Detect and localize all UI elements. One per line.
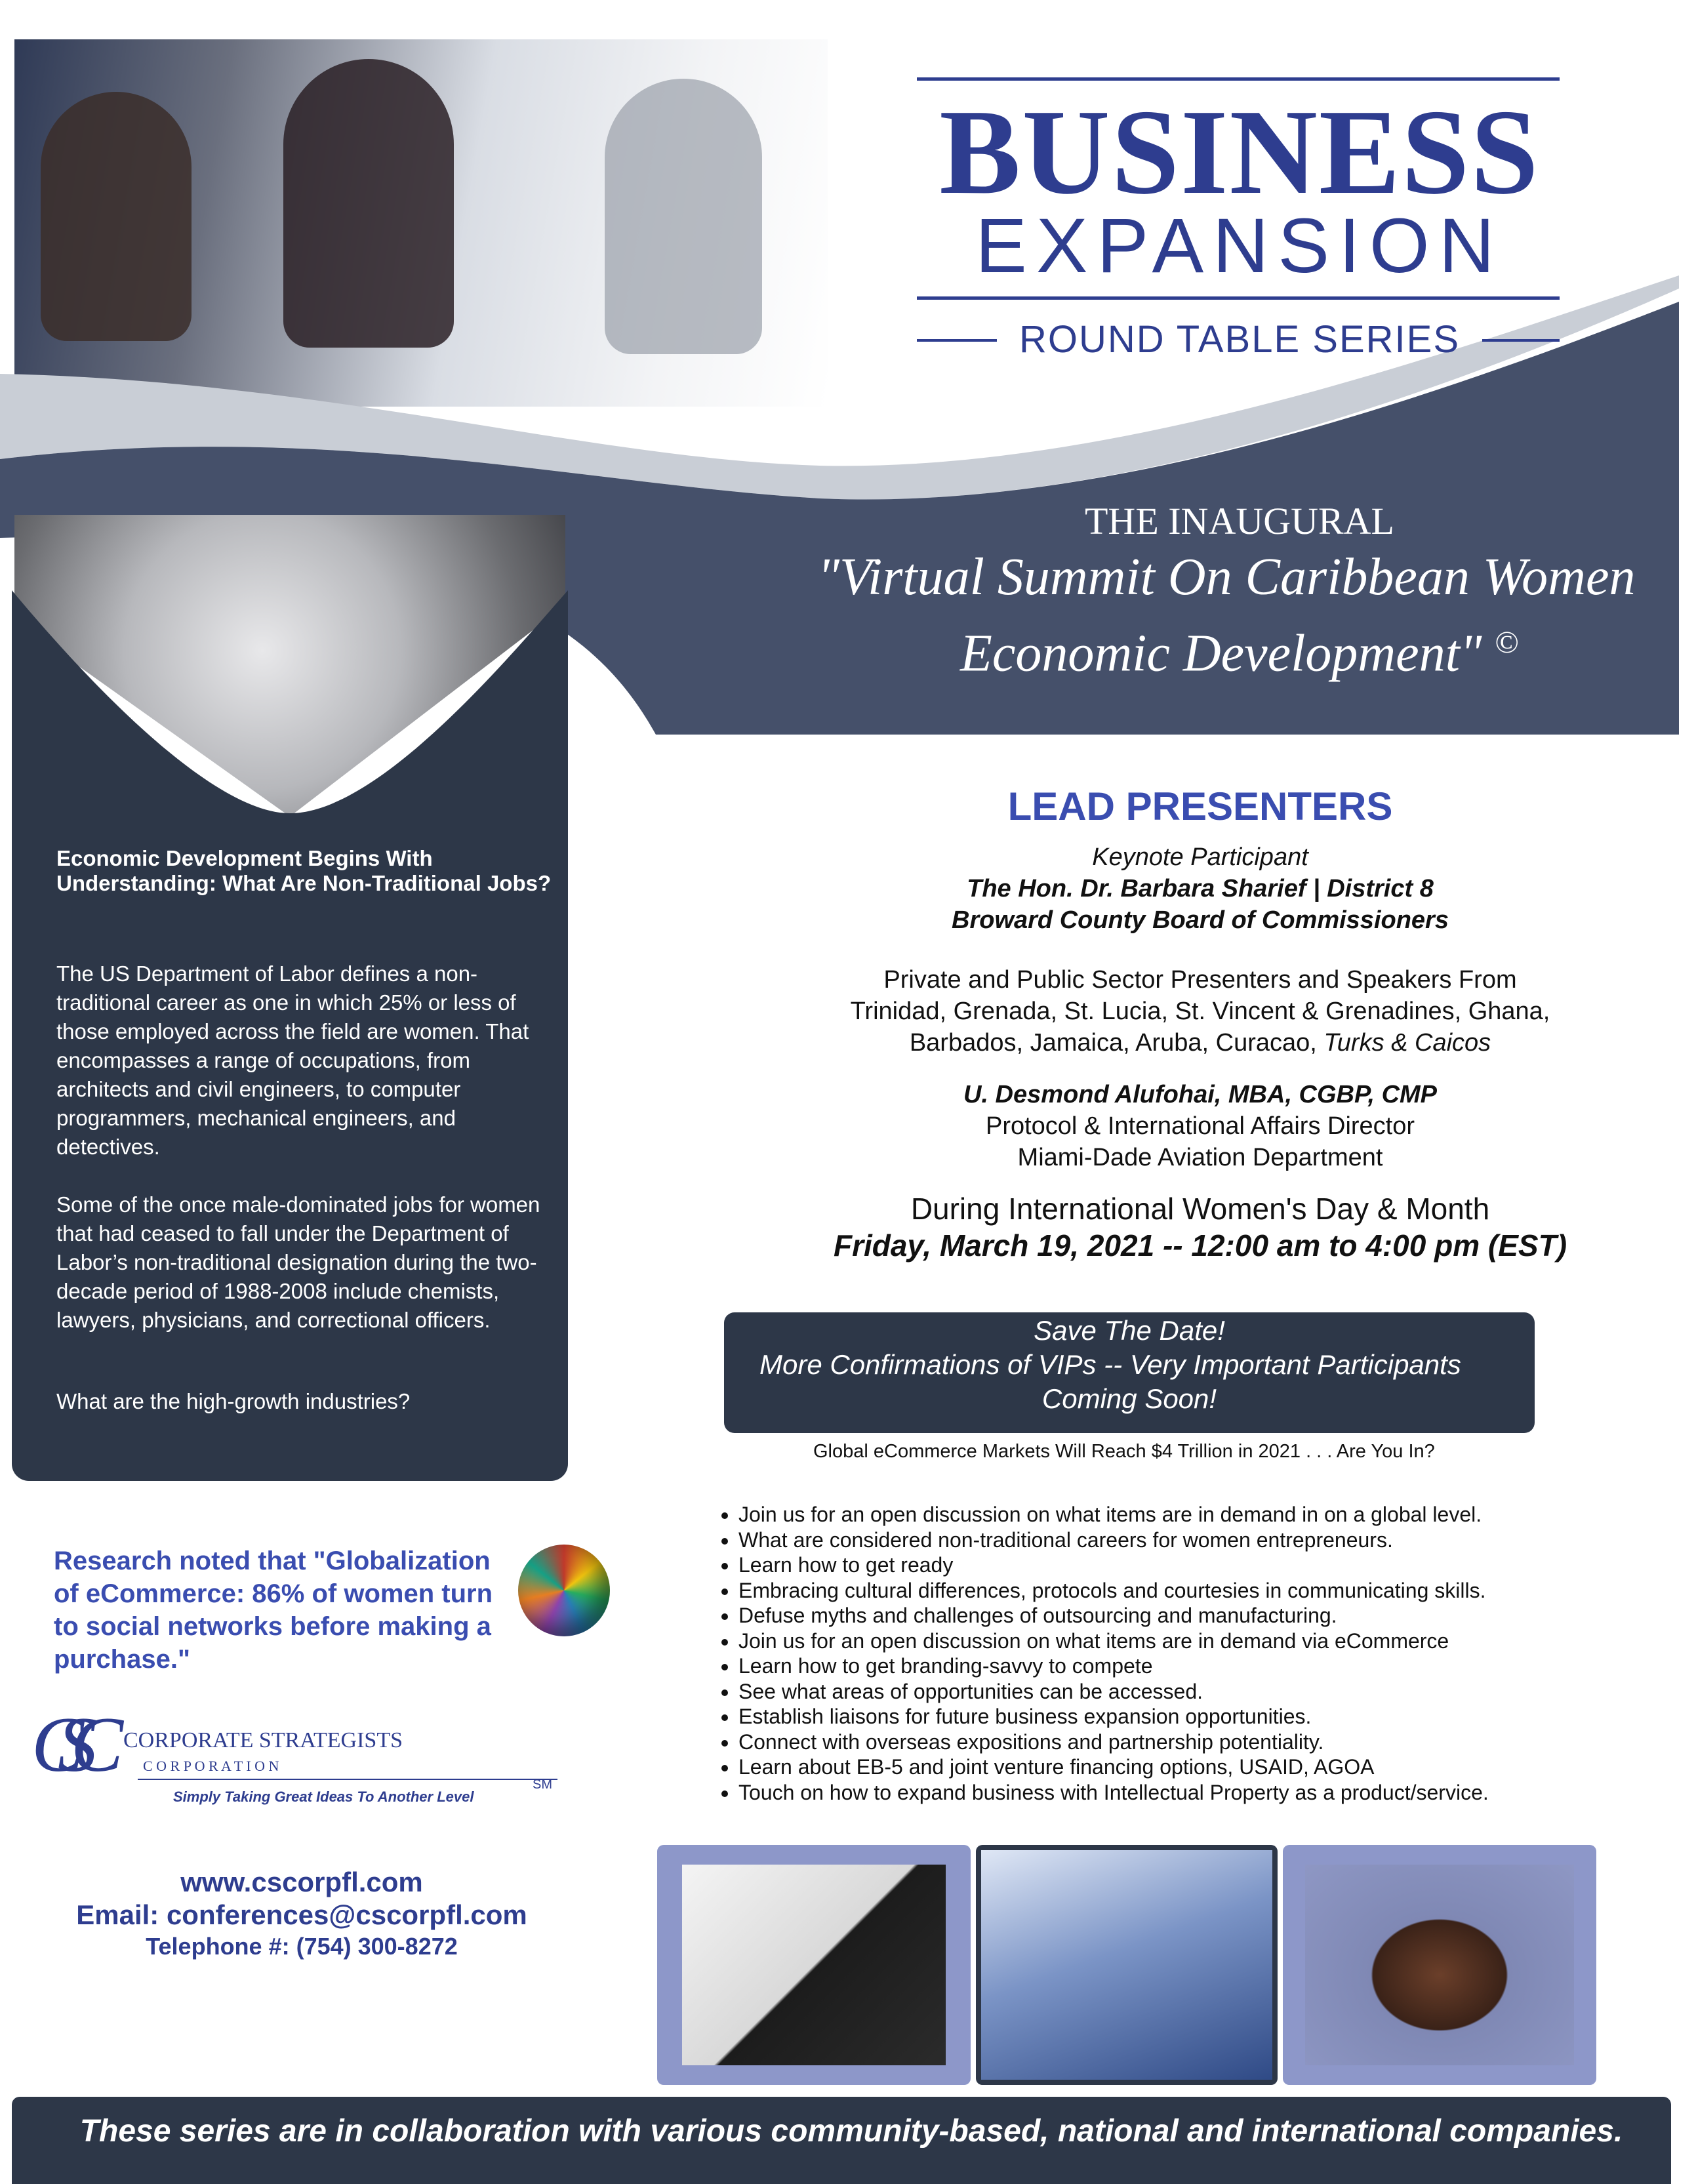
topic-item: • Join us for an open discussion on what items are in demand in on a global level. <box>738 1502 1692 1527</box>
footer-text: These series are in collaboration with various community-based, national and international companies. <box>79 2114 1623 2149</box>
contact-website[interactable]: www.cscorpfl.com <box>180 1867 423 1897</box>
company-tagline: Simply Taking Great Ideas To Another Level <box>173 1789 474 1805</box>
summit-title-line2 <box>853 613 1626 683</box>
header-series: ROUND TABLE SERIES <box>1019 318 1461 361</box>
summit-intro: THE INAUGURAL <box>1085 500 1394 542</box>
woman-on-phone-photo <box>682 1865 946 2065</box>
sector-countries: Barbados, Jamaica, Aruba, Curacao, <box>909 1029 1317 1057</box>
series-rule-left <box>917 339 997 342</box>
photo-frame-analytics <box>976 1845 1278 2085</box>
header-top-rule <box>917 77 1560 81</box>
sidebar-para-1: The US Department of Labor defines a non-traditional career as one in which 25% or less of those employed across the field are women. That encompasses a range of occupations, from architects and civil engineers, to computer programmers, mechanical engineers, and detectives. <box>56 961 529 1159</box>
globe-flags-icon <box>518 1545 610 1636</box>
topic-item: • Learn how to get branding-savvy to compete <box>738 1653 1692 1679</box>
topic-list <box>715 1502 1692 1805</box>
topic-item: • What are considered non-traditional careers for women entrepreneurs. <box>738 1527 1692 1553</box>
topic-item: • Learn how to get ready <box>738 1552 1692 1578</box>
service-mark: SM <box>533 1777 552 1792</box>
header-title-business: BUSINESS <box>939 85 1540 220</box>
save-date-line-2: More Confirmations of VIPs -- Very Important Participants <box>759 1349 1461 1380</box>
presenters-heading: LEAD PRESENTERS <box>1007 784 1393 828</box>
woman-portrait-photo <box>1305 1865 1574 2065</box>
ecommerce-note: Global eCommerce Markets Will Reach $4 Trillion in 2021 . . . Are You In? <box>813 1441 1435 1462</box>
event-datetime: Friday, March 19, 2021 -- 12:00 am to 4:00 pm (EST) <box>833 1228 1567 1263</box>
topic-item: • Connect with overseas expositions and partnership potentiality. <box>738 1729 1692 1755</box>
topic-item: • Establish liaisons for future business expansion opportunities. <box>738 1704 1692 1729</box>
director-title: Protocol & International Affairs Director <box>985 1112 1415 1140</box>
header-bottom-rule <box>917 296 1560 300</box>
sector-countries-italic: Turks & Caicos <box>1316 1029 1491 1057</box>
topic-item: • Defuse myths and challenges of outsourcing and manufacturing. <box>738 1603 1692 1628</box>
company-rule <box>138 1779 557 1780</box>
sector-line-2: Trinidad, Grenada, St. Lucia, St. Vincent & Grenadines, Ghana, <box>850 998 1550 1025</box>
sidebar-para-2: Some of the once male-dominated jobs for women that had ceased to fall under the Department of Labor’s non-traditional designation during the two-decade period of 1988-2008 include chemists, lawyers, physicians, and correctional officers. <box>56 1192 540 1332</box>
summit-title-line1: "Virtual Summit On Caribbean Women <box>817 548 1636 606</box>
company-name-sub: C O R P O R A T I O N <box>143 1758 279 1774</box>
save-date-line-1: Save The Date! <box>1034 1315 1225 1346</box>
save-date-line-3: Coming Soon! <box>1041 1383 1217 1414</box>
topic-item: • See what areas of opportunities can be accessed. <box>738 1679 1692 1705</box>
director-name: U. Desmond Alufohai, MBA, CGBP, CMP <box>963 1081 1438 1108</box>
company-monogram: CSC <box>31 1701 98 1788</box>
research-quote: Research noted that "Globalization of eCommerce: 86% of women turn to social networks before making a purchase." <box>54 1547 493 1674</box>
contact-phone: Telephone #: (754) 300-8272 <box>146 1933 458 1960</box>
keynote-label: Keynote Participant <box>1092 843 1308 871</box>
topic-item: • Learn about EB-5 and joint venture financing options, USAID, AGOA <box>738 1754 1692 1780</box>
topic-item: • Touch on how to expand business with Intellectual Property as a product/service. <box>738 1780 1692 1806</box>
sector-line-3 <box>754 1027 1646 1059</box>
summit-title-line2-text: Economic Development" <box>960 624 1482 683</box>
sidebar-para-3: What are the high-growth industries? <box>56 1389 411 1413</box>
header-title-expansion: EXPANSION <box>975 203 1504 289</box>
topic-item: • Join us for an open discussion on what items are in demand via eCommerce <box>738 1628 1692 1654</box>
copyright-mark: © <box>1495 625 1519 660</box>
keynote-org: Broward County Board of Commissioners <box>952 906 1449 934</box>
sidebar-heading: Economic Development Begins With Understanding: What Are Non-Traditional Jobs? <box>56 846 552 895</box>
photo-frame-phone <box>657 1845 971 2085</box>
event-occasion: During International Women's Day & Month <box>910 1192 1490 1226</box>
sidebar-notch <box>12 577 568 839</box>
photo-frame-portrait <box>1283 1845 1596 2085</box>
series-rule-right <box>1482 339 1560 342</box>
business-analytics-photo <box>981 1850 1272 2080</box>
sector-line-1: Private and Public Sector Presenters and Speakers From <box>883 966 1517 994</box>
contact-email[interactable]: Email: conferences@cscorpfl.com <box>76 1899 527 1930</box>
director-org: Miami-Dade Aviation Department <box>1017 1144 1383 1171</box>
company-name: CORPORATE STRATEGISTS <box>123 1728 403 1752</box>
keynote-name: The Hon. Dr. Barbara Sharief | District 8 <box>967 875 1434 902</box>
topic-item: • Embracing cultural differences, protocols and courtesies in communicating skills. <box>738 1578 1692 1604</box>
